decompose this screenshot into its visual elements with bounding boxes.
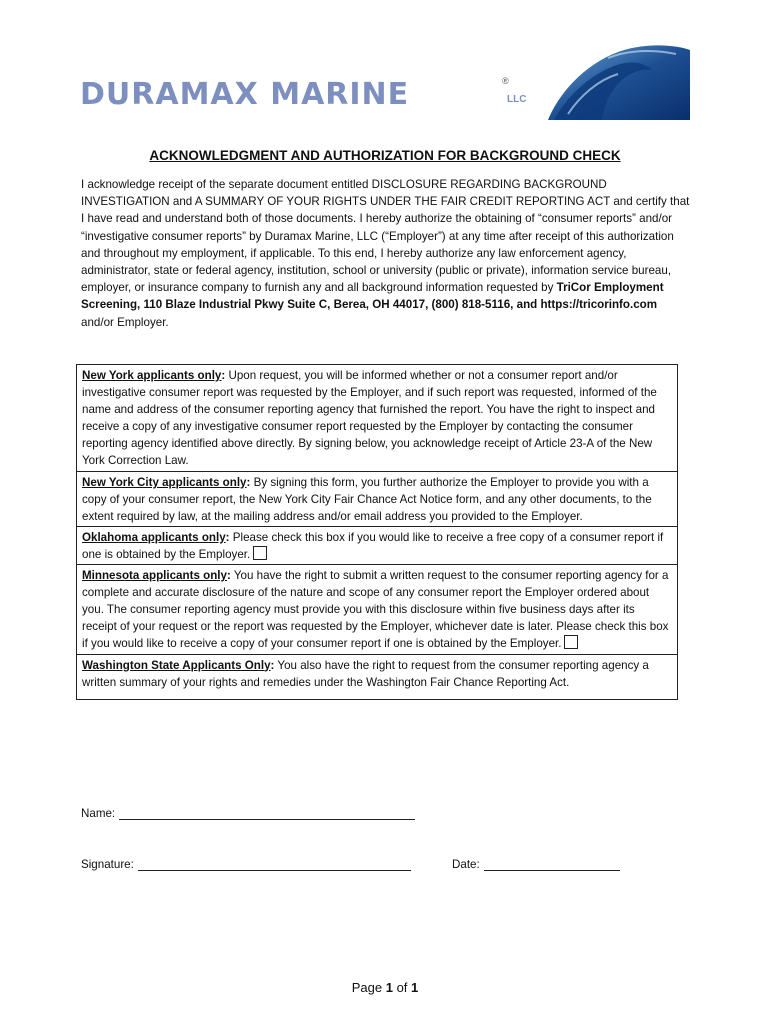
company-logo [80,40,690,122]
notice-label: Washington State Applicants Only [82,658,271,672]
date-field-row [452,857,620,871]
logo-llc: LLC [507,94,527,105]
notice-colon: : [246,475,251,489]
notice-minnesota [77,564,677,653]
page-number: 1 [385,980,393,995]
notice-colon: : [270,658,275,672]
document-title: ACKNOWLEDGMENT AND AUTHORIZATION FOR BACKGROUND CHECK [149,148,621,163]
logo-wordmark: DURAMAX MARINE [80,77,410,112]
notice-oklahoma [77,526,677,564]
notice-text: By signing this form, you further authorize the Employer to provide you with a copy of your consumer report, the New York City Fair Chance Act Notice form, and any other documents, to the extent required by law, at the mailing address and/or email address you provided to the Employer. [82,475,652,523]
notice-colon: : [221,369,226,382]
page-total: 1 [411,980,419,995]
authorization-paragraph [81,176,691,331]
notice-colon: : [225,530,230,544]
notice-label: Minnesota applicants only [82,569,227,583]
intro-tail-text: and/or Employer. [81,315,169,329]
notice-new-york-city [77,471,677,526]
wave-logo-icon [548,40,690,120]
oklahoma-copy-checkbox[interactable] [253,546,267,560]
intro-text: I acknowledge receipt of the separate document entitled DISCLOSURE REGARDING BACKGROUND INVESTIGATION and A SUMMARY OF YOUR RIGHTS UNDER THE FAIR CREDIT REPORTING ACT and certify that I have read and understand both of those documents. I hereby authorize the obtaining of “consumer reports” and/or “investigative consumer reports” by Duramax Marine, LLC (“Employer”) at any time after receipt of this authorization and throughout my employment, if applicable. To this end, I hereby authorize any law enforcement agency, administrator, state or federal agency, institution, school or university (public or private), information service bureau, employer, or insurance company to furnish any and all background information requested by [81,178,690,295]
page-prefix: Page [351,980,386,995]
notice-washington [77,654,677,699]
notice-colon: : [226,569,231,583]
name-field-row [81,806,415,820]
signature-field-row [81,857,411,871]
notice-new-york [77,365,677,471]
notice-text: Upon request, you will be informed whether or not a consumer report and/or investigative consumer report was requested by the Employer, and if such report was requested, informed of the name and address of the consumer reporting agency that furnished the report. You have the right to inspect and receive a copy of any investigative consumer report requested by the Employer by contacting the consumer reporting agency identified above directly. By signing below, you acknowledge receipt of Article 23-A of the New York Correction Law. [82,369,657,468]
notice-text: You also have the right to request from the consumer reporting agency a written summary of your rights and remedies under the Washington Fair Chance Reporting Act. [82,658,649,689]
logo-registered-mark: ® [502,76,509,86]
intro-bold-text: TriCor Employment Screening, 110 Blaze Industrial Pkwy Suite C, Berea, OH 44017, (800) 818-5116, and https://tricorinfo.com [81,281,664,312]
name-label: Name: [81,807,116,820]
notice-text: You have the right to submit a written request to the consumer reporting agency for a complete and accurate disclosure of the nature and scope of any consumer report the Employer ordered about you. The consumer reporting agency must provide you with this disclosure within five business days after its receipt of your request or the report was requested by the Employer, whichever date is later. Please check this box if you would like to receive a copy of your consumer report if one is obtained by the Employer. [82,569,669,651]
signature-label: Signature: [81,858,134,871]
page-of: of [392,980,412,995]
notice-text: Please check this box if you would like to receive a free copy of a consumer report if one is obtained by the Employer. [82,530,664,561]
notice-label: New York City applicants only [82,475,247,489]
date-input-line[interactable] [484,857,620,871]
notice-label: Oklahoma applicants only [82,530,226,544]
state-notices-box [76,364,678,700]
minnesota-copy-checkbox[interactable] [564,635,578,649]
name-input-line[interactable] [119,806,415,820]
page-footer [0,980,770,995]
notice-label: New York applicants only [82,369,222,382]
signature-input-line[interactable] [138,857,411,871]
date-label: Date: [452,858,480,871]
